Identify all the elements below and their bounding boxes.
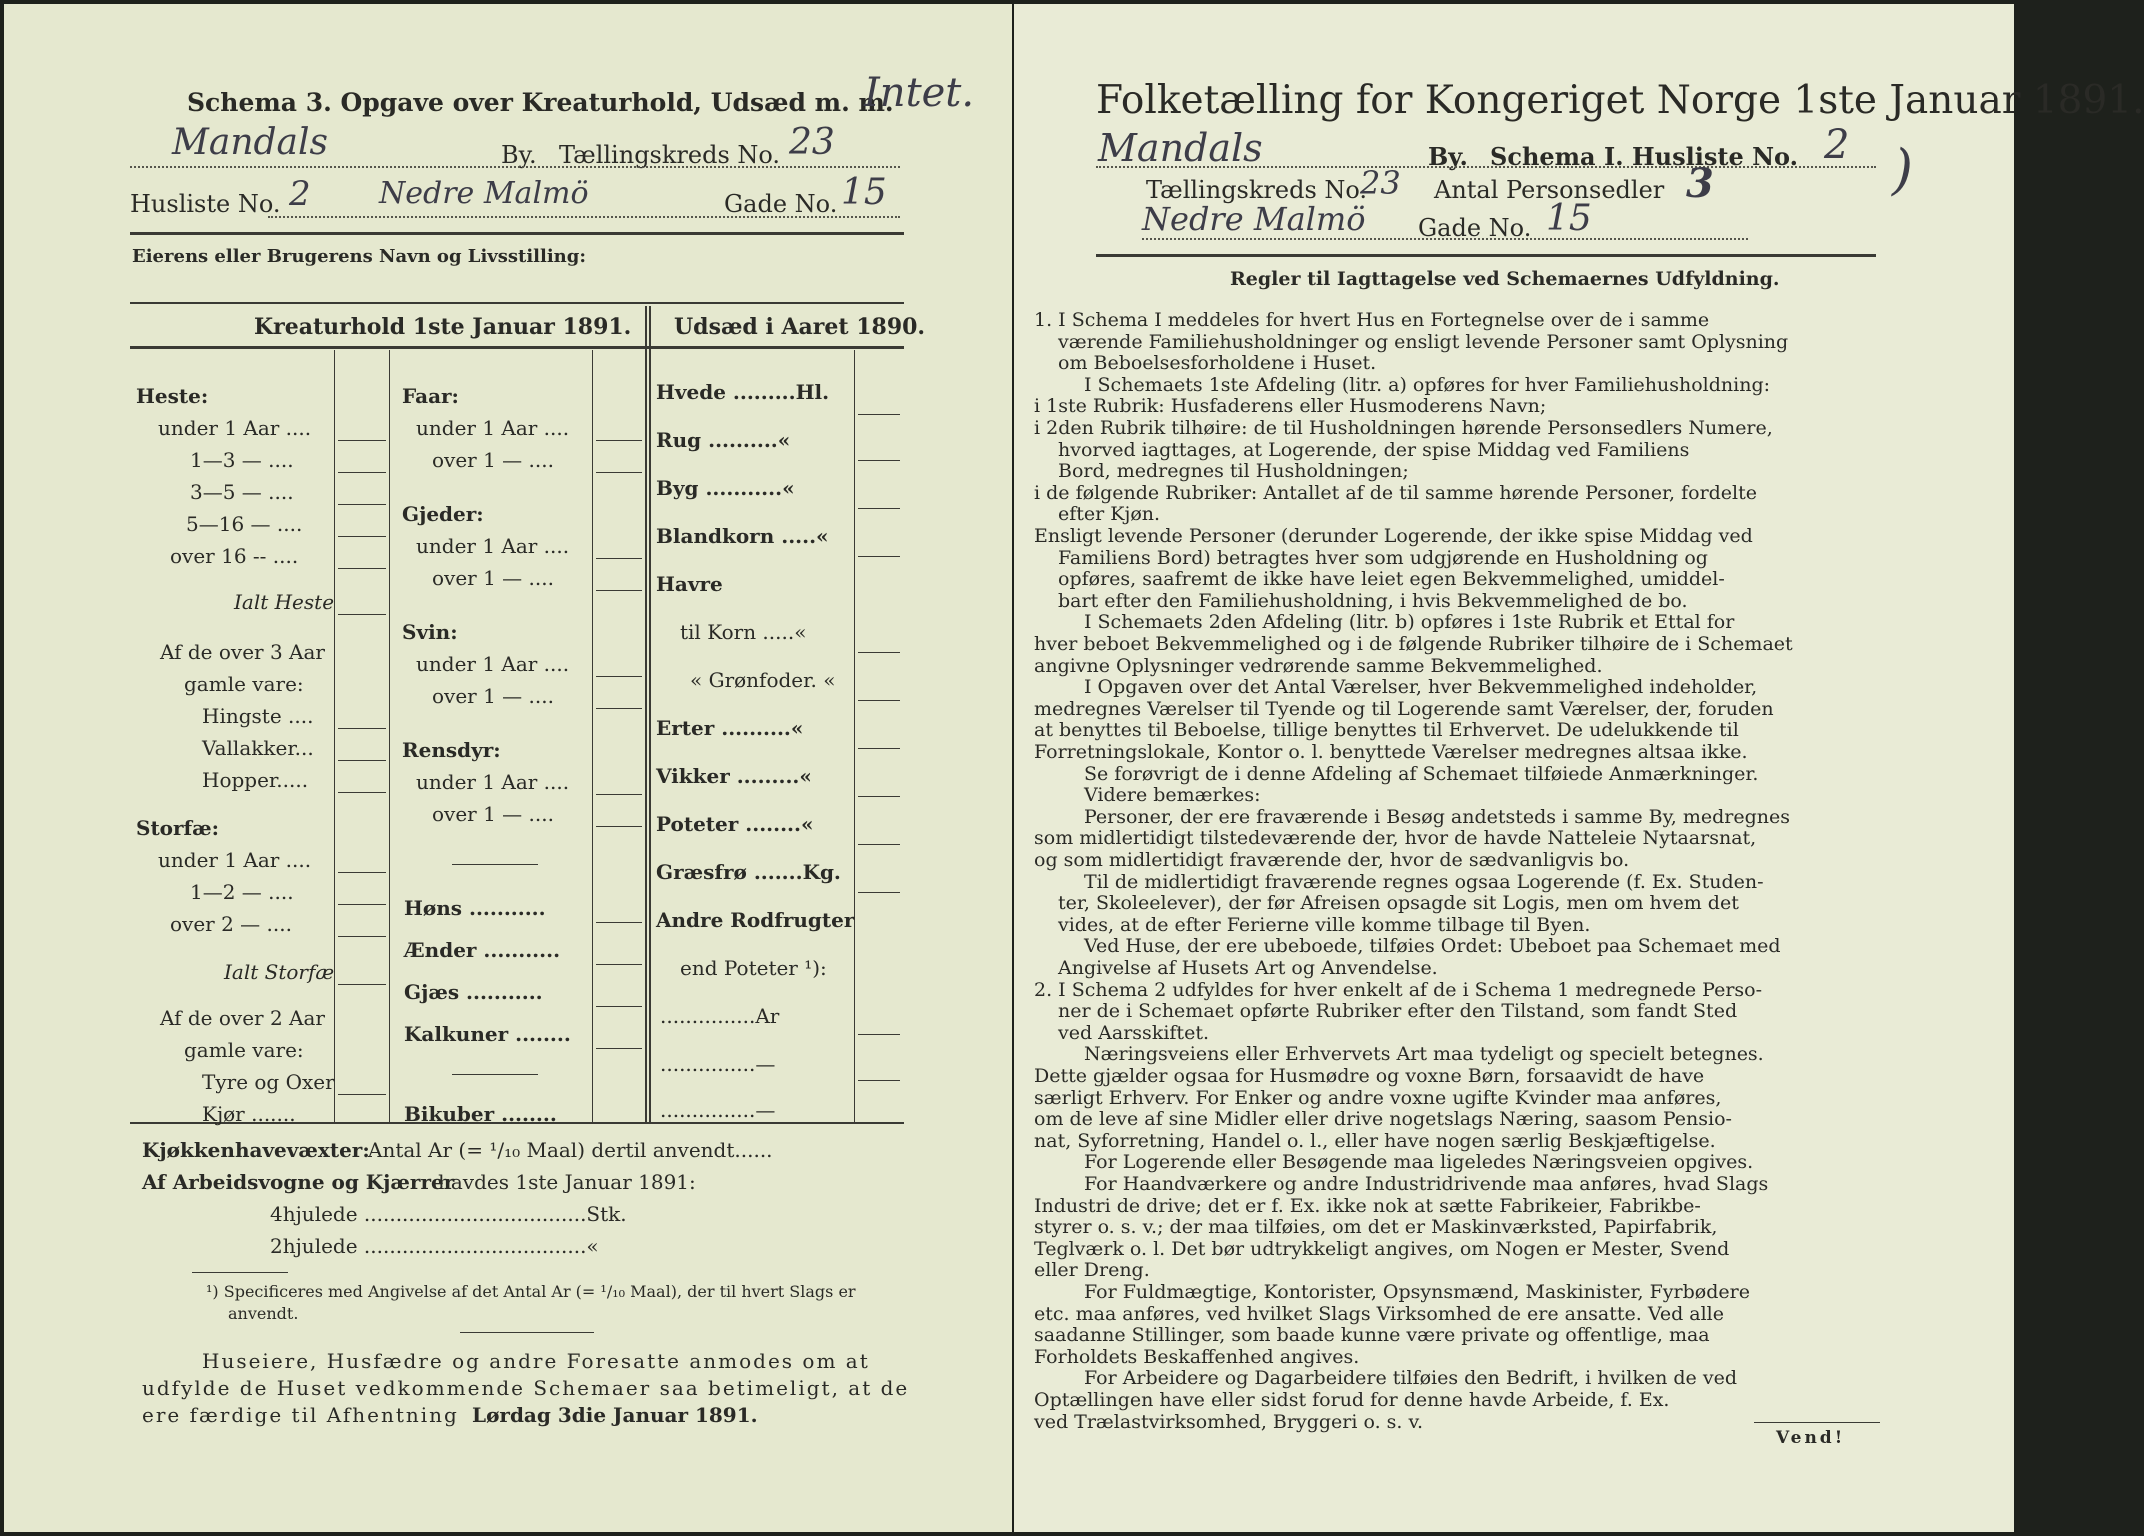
kjokken-label: Kjøkkenhavevæxter: bbox=[142, 1138, 370, 1162]
hvede-row: Hvede .........Hl. bbox=[656, 380, 830, 404]
storfae-heading: Storfæ: bbox=[136, 816, 220, 840]
rule-line: som midlertidigt tilstedeværende der, hvor de havde Natteleie Nytaarsnat, bbox=[1034, 827, 1757, 850]
heste-row: Hingste .... bbox=[202, 704, 314, 728]
column-divider bbox=[334, 350, 335, 1122]
separator bbox=[452, 1074, 538, 1075]
rule-line: ner de i Schemaet opførte Rubriker efter den Tilstand, som fandt Sted bbox=[1058, 1000, 1738, 1023]
rodfrugter-row: ...............Ar bbox=[660, 1004, 780, 1028]
rule-line: For Logerende eller Besøgende maa ligeledes Næringsveien opgives. bbox=[1084, 1151, 1754, 1174]
husliste-handwritten: 2 bbox=[1824, 122, 1850, 168]
byg-row: Byg ...........« bbox=[656, 476, 795, 500]
rule-line: i de følgende Rubriker: Antallet af de til samme hørende Personer, fordelte bbox=[1034, 481, 1758, 504]
kreds-label: Tællingskreds No. bbox=[559, 141, 781, 169]
faar-heading: Faar: bbox=[402, 384, 459, 408]
svin-heading: Svin: bbox=[402, 620, 458, 644]
closing-text: udfylde de Huset vedkommende Schemaer saa betimeligt, at de bbox=[142, 1376, 910, 1400]
ialt-heste: Ialt Heste bbox=[234, 590, 335, 614]
kreds-handwritten: 23 bbox=[1360, 164, 1401, 202]
rule-line: Til de midlertidigt fraværende regnes ogsaa Logerende (f. Ex. Studen- bbox=[1084, 870, 1764, 893]
rule-line: Optællingen have eller sidst forud for denne havde Arbeide, f. Ex. bbox=[1034, 1389, 1670, 1411]
by-label: By. bbox=[501, 141, 537, 169]
fill-line bbox=[1096, 166, 1876, 168]
husliste-handwritten: 2 bbox=[289, 174, 311, 214]
rule-line: styrer o. s. v.; der maa tilføies, om det er Maskinværksted, Papirfabrik, bbox=[1034, 1216, 1718, 1239]
table-head-rule bbox=[130, 346, 904, 349]
rule-line: ter, Skoleelever), der før Afreisen opsagde sit Logis, men om hvem det bbox=[1058, 892, 1739, 915]
heste-row: 3—5 — .... bbox=[190, 480, 294, 504]
rule-line: I Schemaets 1ste Afdeling (litr. a) opføres for hver Familiehusholdning: bbox=[1084, 373, 1771, 396]
rule-line: om Beboelsesforholdene i Huset. bbox=[1058, 352, 1377, 375]
column-divider bbox=[645, 306, 647, 1122]
ialt-storfae: Ialt Storfæ bbox=[224, 960, 335, 984]
storfae-row: over 2 — .... bbox=[170, 912, 292, 936]
rule-line: Ved Huse, der ere ubeboede, tilføies Ordet: Ubeboet paa Schemaet med bbox=[1084, 935, 1781, 958]
kalkuner-row: Kalkuner ........ bbox=[404, 1022, 571, 1046]
rule-line: bart efter den Familiehusholdning, i hvis Bekvemmelighed de bo. bbox=[1058, 589, 1688, 612]
rule-line: Industri de drive; det er f. Ex. ikke nok at sætte Fabrikeier, Fabrikbe- bbox=[1034, 1194, 1701, 1217]
gade-label: Gade No. bbox=[1418, 214, 1532, 242]
schema3-title: Schema 3. Opgave over Kreaturhold, Udsæd m. m. bbox=[187, 88, 894, 117]
closing-date: Lørdag 3die Januar 1891. bbox=[472, 1403, 758, 1427]
storfae-sub: gamle vare: bbox=[184, 1038, 304, 1062]
rules-heading: Regler til Iagttagelse ved Schemaernes Udfyldning. bbox=[1230, 268, 1780, 290]
rule-line: vides, at de efter Ferierne ville komme tilbage til Byen. bbox=[1058, 913, 1591, 936]
table-top-rule bbox=[130, 302, 904, 304]
gade-handwritten: 15 bbox=[1546, 198, 1592, 239]
rule-line: om de leve af sine Midler eller drive nogetslags Næring, saasom Pensio- bbox=[1034, 1108, 1732, 1131]
rule-line: opføres, saafremt de ikke have leiet egen Bekvemmelighed, umiddel- bbox=[1058, 568, 1725, 591]
divider bbox=[1096, 254, 1876, 257]
rule-line: Familiens Bord) betragtes hver som udgjørende en Husholdning og bbox=[1058, 546, 1708, 569]
gjeder-row: over 1 — .... bbox=[432, 566, 554, 590]
hjul4-row: 4hjulede ...................................Stk. bbox=[270, 1202, 627, 1226]
fill-line bbox=[268, 216, 900, 218]
erter-row: Erter ..........« bbox=[656, 716, 804, 740]
rule-line: ved Aarsskiftet. bbox=[1058, 1021, 1209, 1044]
vikker-row: Vikker .........« bbox=[656, 764, 812, 788]
rodfrugter-row: ...............— bbox=[660, 1052, 776, 1076]
faar-row: under 1 Aar .... bbox=[416, 416, 570, 440]
storfae-row: Tyre og Oxer bbox=[202, 1070, 335, 1094]
antal-handwritten: 3 bbox=[1686, 160, 1714, 207]
left-page bbox=[4, 4, 1012, 1532]
rule-line: efter Kjøn. bbox=[1058, 503, 1161, 526]
heste-row: under 1 Aar .... bbox=[158, 416, 312, 440]
closing-text: Huseiere, Husfædre og andre Foresatte anmodes om at bbox=[202, 1349, 870, 1373]
footnote: anvendt. bbox=[228, 1304, 299, 1323]
rensdyr-row: over 1 — .... bbox=[432, 802, 554, 826]
town-handwritten: Mandals bbox=[172, 122, 329, 163]
rule-line: at benyttes til Beboelse, tillige benyttes til Erhvervet. De udelukkende til bbox=[1034, 719, 1739, 742]
heste-row: 1—3 — .... bbox=[190, 448, 294, 472]
rule-line: hver beboet Bekvemmelighed og i de følgende Rubriker tilhøire de i Schemaet bbox=[1034, 633, 1793, 655]
aender-row: Ænder ........... bbox=[404, 938, 561, 962]
rule-line: i 2den Rubrik tilhøire: de til Husholdningen hørende Personsedlers Numere, bbox=[1034, 417, 1773, 439]
graesfro-row: Græsfrø .......Kg. bbox=[656, 860, 841, 884]
vend-label: Vend! bbox=[1776, 1428, 1846, 1448]
fill-line bbox=[130, 166, 900, 168]
separator bbox=[452, 864, 538, 865]
kreatur-heading: Kreaturhold 1ste Januar 1891. bbox=[254, 314, 632, 340]
rensdyr-heading: Rensdyr: bbox=[402, 738, 501, 762]
rule-line: og som midlertidigt fraværende der, hvor de sædvanligvis bo. bbox=[1034, 849, 1630, 871]
separator bbox=[460, 1332, 594, 1333]
udsaed-heading: Udsæd i Aaret 1890. bbox=[674, 314, 926, 340]
antal-label: Antal Personsedler bbox=[1434, 176, 1665, 204]
rule-line: Ensligt levende Personer (derunder Logerende, der ikke spise Middag ved bbox=[1034, 525, 1753, 547]
gade-handwritten: 15 bbox=[841, 172, 887, 213]
rule-line: Forholdets Beskaffenhed angives. bbox=[1034, 1345, 1360, 1368]
column-divider bbox=[854, 350, 855, 1122]
rensdyr-row: under 1 Aar .... bbox=[416, 770, 570, 794]
blandkorn-row: Blandkorn .....« bbox=[656, 524, 829, 548]
havre-row: til Korn .....« bbox=[680, 620, 807, 644]
rule-line: Angivelse af Husets Art og Anvendelse. bbox=[1058, 957, 1438, 979]
rule-line: angivne Oplysninger vedrørende samme Bekvemmelighed. bbox=[1034, 654, 1603, 677]
rule-line: Dette gjælder ogsaa for Husmødre og voxne Børn, forsaavidt de have bbox=[1034, 1065, 1705, 1087]
footnote-rule bbox=[192, 1272, 288, 1273]
husliste-label: Husliste No. bbox=[1632, 142, 1798, 171]
rule-line: Se forøvrigt de i denne Afdeling af Schemaet tilføiede Anmærkninger. bbox=[1084, 762, 1759, 785]
title-handwritten: Intet. bbox=[864, 70, 975, 116]
rule-line: Teglværk o. l. Det bør udtrykkeligt angives, om Nogen er Mester, Svend bbox=[1034, 1237, 1730, 1260]
schema-label: Schema I. bbox=[1490, 142, 1624, 171]
rule-line: I Opgaven over det Antal Værelser, hver Bekvemmelighed indeholder, bbox=[1084, 676, 1758, 699]
bracket-mark: ) bbox=[1892, 138, 1914, 201]
gjaes-row: Gjæs ........... bbox=[404, 980, 543, 1004]
column-divider bbox=[649, 306, 651, 1122]
arbeid-text: havdes 1ste Januar 1891: bbox=[438, 1170, 696, 1194]
column-divider bbox=[389, 350, 390, 1122]
rug-row: Rug ..........« bbox=[656, 428, 791, 452]
heste-row: Vallakker... bbox=[202, 736, 314, 760]
svin-row: under 1 Aar .... bbox=[416, 652, 570, 676]
rule-line: særligt Erhverv. For Enker og andre voxne ugifte Kvinder maa anføres, bbox=[1034, 1086, 1722, 1109]
rule-line: nat, Syforretning, Handel o. l., eller have nogen særlig Beskjæftigelse. bbox=[1034, 1129, 1716, 1152]
rule-line: For Haandværkere og andre Industridrivende maa anføres, hvad Slags bbox=[1084, 1173, 1769, 1195]
street-handwritten: Nedre Malmö bbox=[1142, 200, 1366, 238]
closing-text: ere færdige til Afhentning bbox=[142, 1403, 459, 1427]
rule-line: medregnes Værelser til Tyende og til Logerende samt Værelser, der, foruden bbox=[1034, 697, 1774, 720]
arbeid-label: Af Arbeidsvogne og Kjærrer bbox=[142, 1170, 455, 1194]
kreds-label: Tællingskreds No. bbox=[1146, 176, 1368, 204]
storfae-row: 1—2 — .... bbox=[190, 880, 294, 904]
street-handwritten: Nedre Malmö bbox=[379, 176, 589, 211]
heste-row: over 16 -- .... bbox=[170, 544, 299, 568]
rule-line: Personer, der ere fraværende i Besøg andetsteds i samme By, medregnes bbox=[1084, 805, 1790, 828]
heste-row: Hopper..... bbox=[202, 768, 309, 792]
rule-line: hvorved iagttages, at Logerende, der spise Middag ved Familiens bbox=[1058, 438, 1690, 461]
poteter-row: Poteter ........« bbox=[656, 812, 814, 836]
hons-row: Høns ........... bbox=[404, 896, 546, 920]
husliste-label: Husliste No. bbox=[130, 190, 281, 218]
census-title: Folketælling for Kongeriget Norge 1ste Januar 1891. bbox=[1096, 78, 2144, 123]
hjul2-row: 2hjulede ...................................« bbox=[270, 1234, 599, 1258]
town-handwritten: Mandals bbox=[1098, 126, 1263, 170]
rodfrugter-row: end Poteter ¹): bbox=[680, 956, 827, 980]
fill-line bbox=[1142, 238, 1748, 240]
column-divider bbox=[592, 350, 593, 1122]
gade-label: Gade No. bbox=[724, 190, 838, 218]
svin-row: over 1 — .... bbox=[432, 684, 554, 708]
rule-line: ved Trælastvirksomhed, Bryggeri o. s. v. bbox=[1034, 1410, 1423, 1433]
rodfrugter-heading: Andre Rodfrugter bbox=[656, 908, 855, 932]
rule-line: værende Familiehusholdninger og ensligt levende Personer samt Oplysning bbox=[1058, 330, 1789, 353]
gjeder-heading: Gjeder: bbox=[402, 502, 484, 526]
rule-line: Forretningslokale, Kontor o. l. benyttede Værelser medregnes altsaa ikke. bbox=[1034, 741, 1748, 763]
havre-row: « Grønfoder. « bbox=[690, 668, 836, 692]
heste-heading: Heste: bbox=[136, 384, 209, 408]
storfae-row: under 1 Aar .... bbox=[158, 848, 312, 872]
right-page bbox=[1014, 4, 2144, 1532]
rule-line: i 1ste Rubrik: Husfaderens eller Husmoderens Navn; bbox=[1034, 395, 1547, 418]
owner-label: Eierens eller Brugerens Navn og Livsstilling: bbox=[132, 246, 586, 267]
rodfrugter-row: ...............— bbox=[660, 1098, 776, 1122]
rule-line: For Arbeidere og Dagarbeidere tilføies den Bedrift, i hvilken de ved bbox=[1084, 1367, 1737, 1390]
by-label: By. bbox=[1428, 142, 1468, 171]
rule-line: eller Dreng. bbox=[1034, 1259, 1150, 1282]
footnote: ¹) Specificeres med Angivelse af det Antal Ar (= ¹/₁₀ Maal), der til hvert Slags er bbox=[206, 1282, 856, 1301]
rule-line: etc. maa anføres, ved hvilket Slags Virksomhed de ere ansatte. Ved alle bbox=[1034, 1302, 1725, 1325]
separator bbox=[1754, 1422, 1880, 1423]
faar-row: over 1 — .... bbox=[432, 448, 554, 472]
bikuber-row: Bikuber ........ bbox=[404, 1102, 557, 1126]
heste-row: 5—16 — .... bbox=[186, 512, 303, 536]
rule-line: saadanne Stillinger, som baade kunne være private og offentlige, maa bbox=[1034, 1324, 1710, 1347]
rule-line: For Fuldmægtige, Kontorister, Opsynsmænd, Maskinister, Fyrbødere bbox=[1084, 1281, 1750, 1303]
storfae-sub: Af de over 2 Aar bbox=[160, 1006, 325, 1030]
rule-line: 2. I Schema 2 udfyldes for hver enkelt af de i Schema 1 medregnede Perso- bbox=[1034, 978, 1763, 1001]
kreds-handwritten: 23 bbox=[789, 122, 835, 163]
storfae-row: Kjør ....... bbox=[202, 1102, 296, 1126]
kjokken-text: Antal Ar (= ¹/₁₀ Maal) dertil anvendt...... bbox=[368, 1138, 773, 1162]
havre-heading: Havre bbox=[656, 572, 723, 596]
gjeder-row: under 1 Aar .... bbox=[416, 534, 570, 558]
heste-sub: Af de over 3 Aar bbox=[160, 640, 325, 664]
heste-sub: gamle vare: bbox=[184, 672, 304, 696]
divider bbox=[130, 232, 904, 235]
rule-line: Næringsveiens eller Erhvervets Art maa tydeligt og specielt betegnes. bbox=[1084, 1043, 1764, 1066]
rule-line: Videre bemærkes: bbox=[1084, 784, 1261, 807]
rule-line: 1. I Schema I meddeles for hvert Hus en Fortegnelse over de i samme bbox=[1034, 309, 1710, 331]
rule-line: Bord, medregnes til Husholdningen; bbox=[1058, 460, 1409, 483]
rule-line: I Schemaets 2den Afdeling (litr. b) opføres i 1ste Rubrik et Ettal for bbox=[1084, 611, 1735, 634]
